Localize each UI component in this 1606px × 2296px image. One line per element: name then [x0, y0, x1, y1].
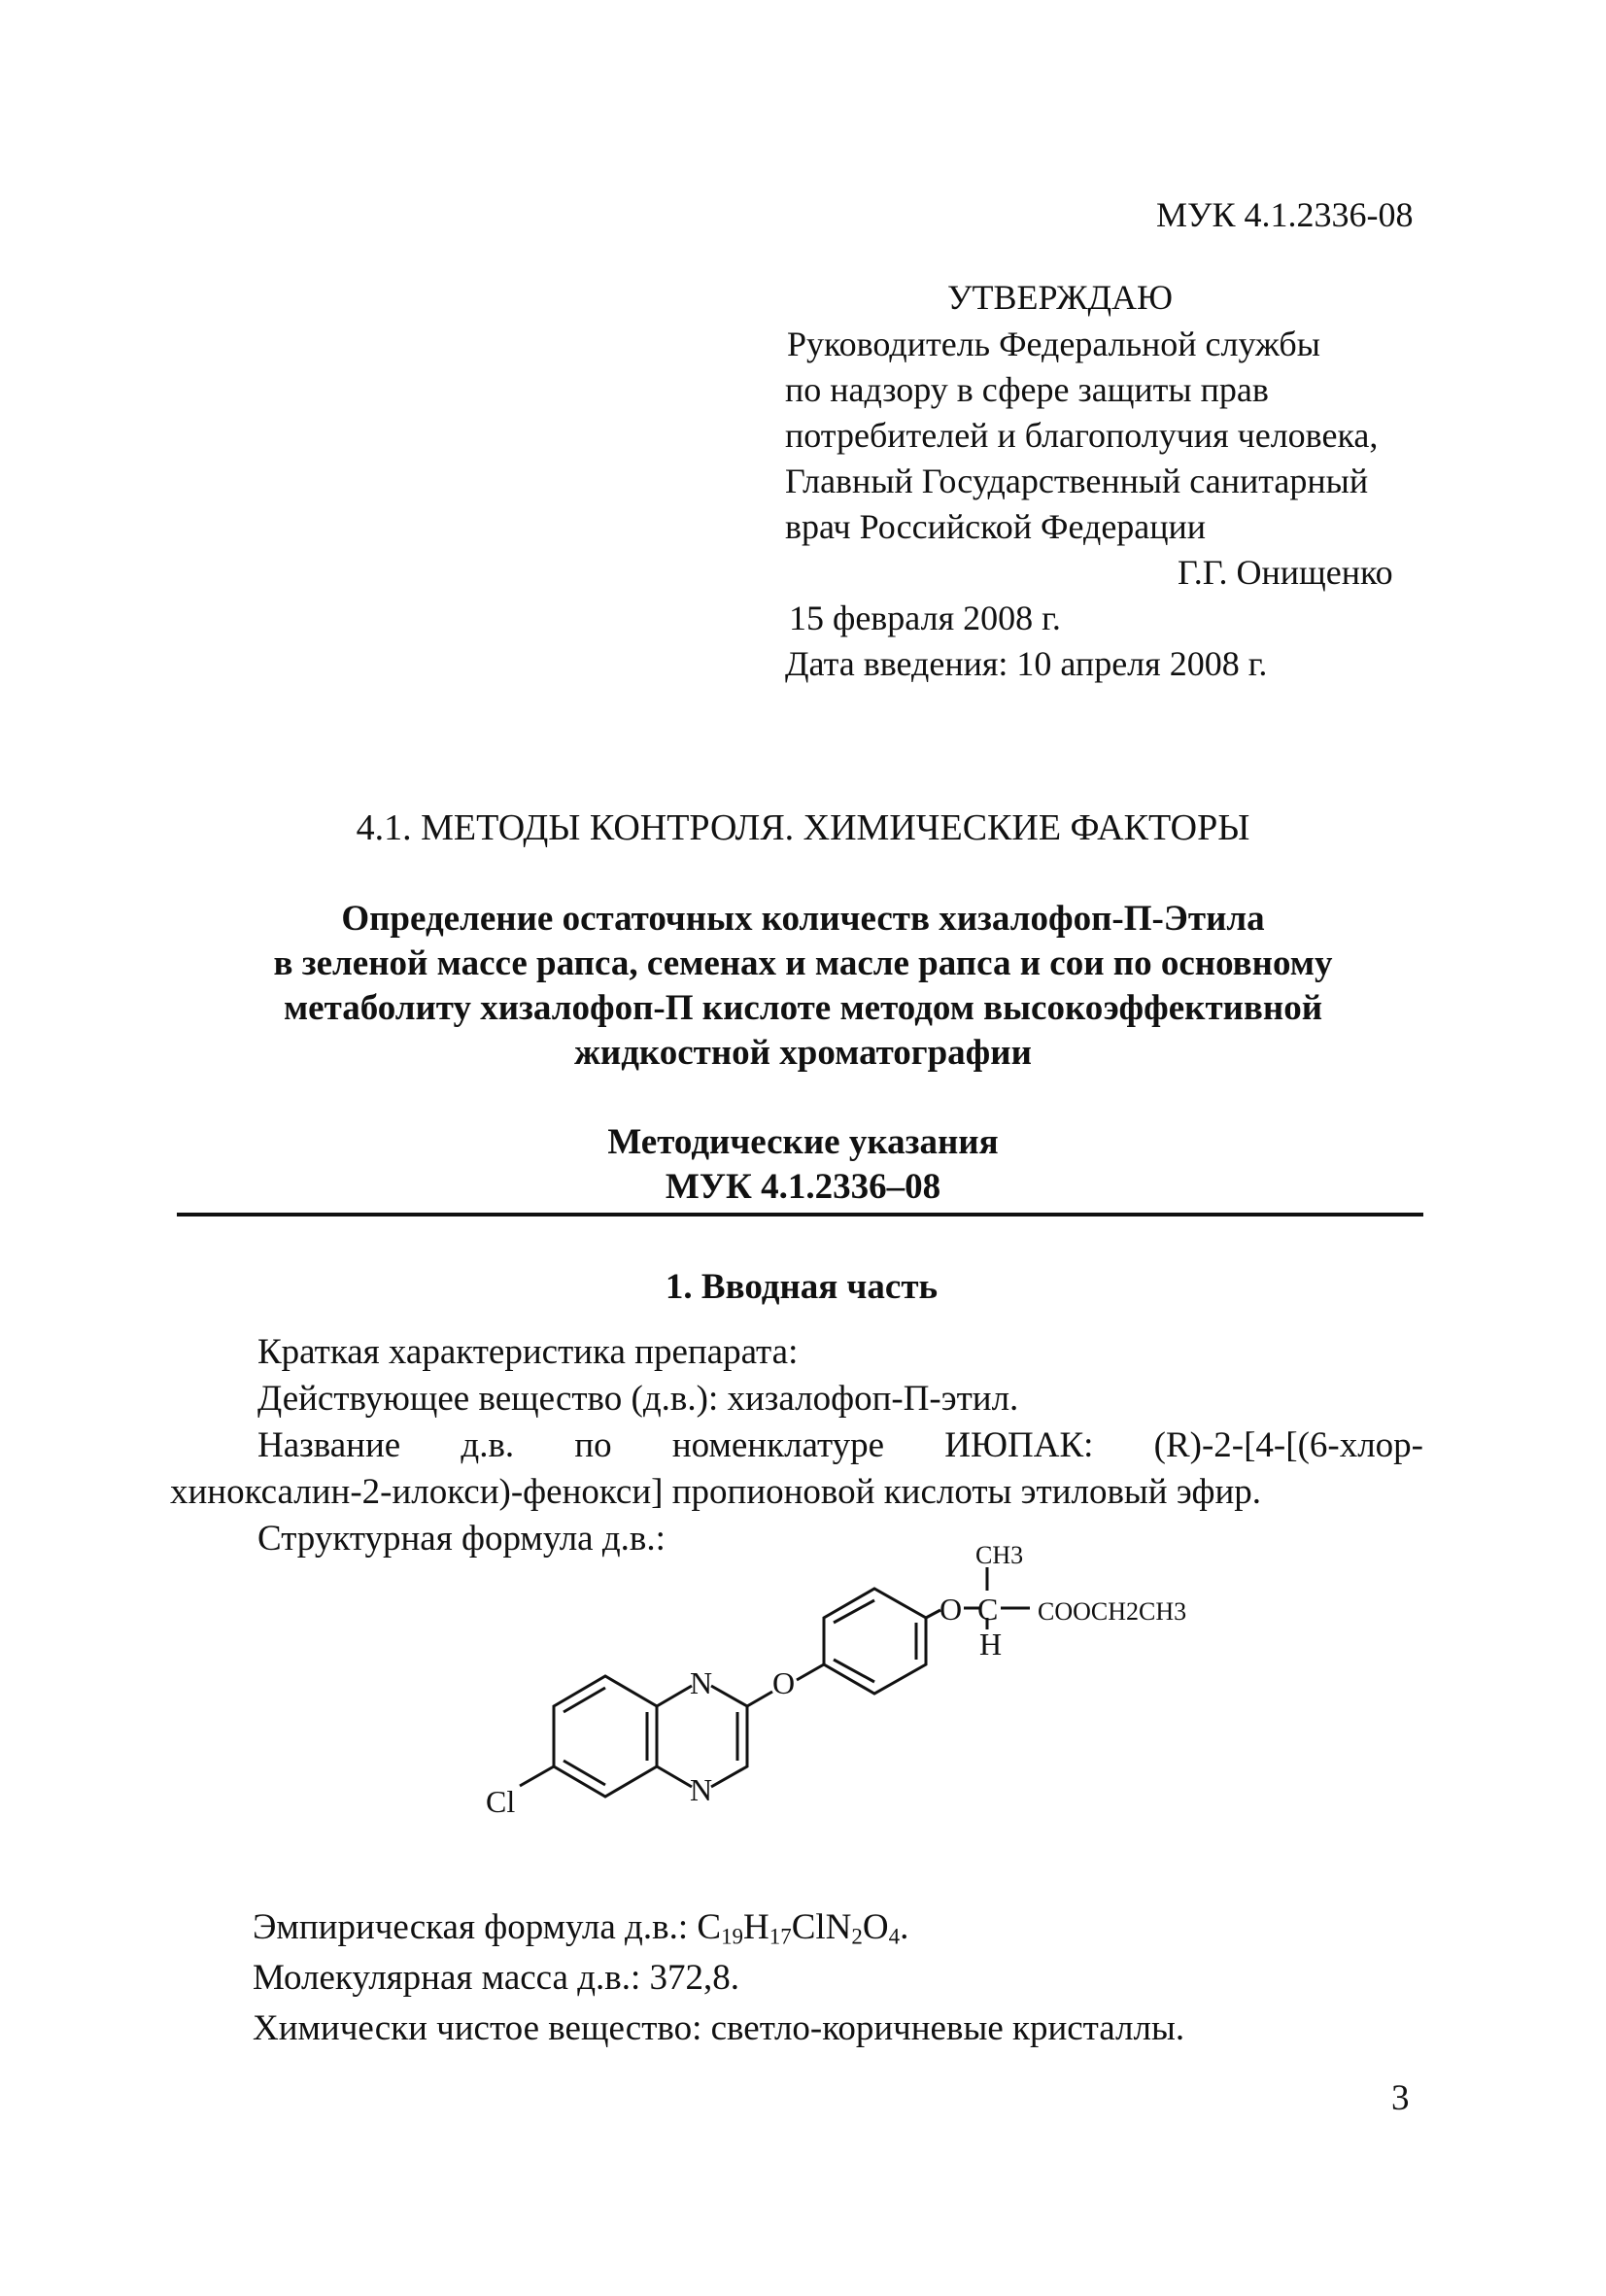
pyrazine-ring [711, 1686, 747, 1787]
doc-code: МУК 4.1.2336-08 [1156, 195, 1414, 234]
title-divider [177, 1213, 1423, 1217]
pure-substance: Химически чистое вещество: светло-коричневые кристаллы. [253, 2008, 1185, 2048]
benzene-ring [554, 1676, 657, 1797]
guidelines-label: Методические указания [607, 1122, 999, 1162]
formula-n-count: 2 [851, 1924, 863, 1949]
phenyl-ring [824, 1589, 926, 1694]
molecular-mass: Молекулярная масса д.в.: 372,8. [253, 1958, 740, 1998]
empirical-label: Эмпирическая формула д.в.: [253, 1907, 698, 1947]
formula-end: . [900, 1907, 909, 1947]
approval-heading: УТВЕРЖДАЮ [947, 278, 1174, 317]
formula-c: C [697, 1907, 722, 1947]
formula-n: N [825, 1907, 852, 1947]
brief-label: Краткая характеристика препарата: [257, 1332, 799, 1372]
effective-date: Дата введения: 10 апреля 2008 г. [785, 644, 1268, 683]
section-title: 4.1. МЕТОДЫ КОНТРОЛЯ. ХИМИЧЕСКИЕ ФАКТОРЫ [356, 807, 1250, 848]
atom-cl: Cl [486, 1784, 516, 1819]
pyrazine-bond [657, 1686, 692, 1706]
doc-title-line: жидкостной хроматографии [574, 1033, 1032, 1073]
atom-n2: N [690, 1772, 713, 1807]
formula-o-count: 4 [888, 1924, 901, 1949]
approval-date: 15 февраля 2008 г. [789, 599, 1061, 637]
iupac-line-1: Название д.в. по номенклатуре ИЮПАК: (R)-2-[4-[(6-хлор- [257, 1425, 1423, 1465]
formula-o: O [862, 1907, 889, 1947]
atom-chiral-c: C [977, 1592, 999, 1627]
structural-label: Структурная формула д.в.: [257, 1519, 666, 1559]
atom-o1: O [772, 1665, 796, 1700]
doc-title-line: в зеленой массе рапса, семенах и масле рапса и сои по основному [273, 943, 1333, 983]
doc-title-line: Определение остаточных количеств хизалофоп-П-Этила [341, 899, 1265, 939]
intro-heading: 1. Вводная часть [665, 1267, 939, 1307]
signatory: Г.Г. Онищенко [1178, 553, 1393, 592]
atom-h: H [979, 1627, 1003, 1662]
approval-line: Главный Государственный санитарный [785, 462, 1369, 500]
approval-line: по надзору в сфере защиты прав [785, 370, 1269, 409]
atom-o2: O [940, 1592, 963, 1627]
atom-n1: N [690, 1665, 713, 1700]
structural-formula [466, 1541, 1205, 1870]
formula-c-count: 19 [721, 1924, 744, 1949]
doc-title-line: метаболиту хизалофоп-П кислоте методом высокоэффективной [283, 988, 1323, 1028]
page-number: 3 [1391, 2078, 1410, 2118]
ester-group: COOCH2CH3 [1038, 1597, 1187, 1626]
active-substance: Действующее вещество (д.в.): хизалофоп-П-этил. [257, 1379, 1019, 1419]
formula-h: H [743, 1907, 769, 1947]
methyl-group: CH3 [975, 1541, 1024, 1569]
guidelines-code: МУК 4.1.2336–08 [665, 1167, 941, 1207]
approval-line: потребителей и благополучия человека, [785, 416, 1379, 455]
approval-line: врач Российской Федерации [785, 507, 1207, 546]
iupac-line-2: хиноксалин-2-илокси)-фенокси] пропионовой кислоты этиловый эфир. [170, 1472, 1262, 1512]
formula-cl: Cl [791, 1907, 826, 1947]
formula-h-count: 17 [769, 1924, 792, 1949]
approval-line: Руководитель Федеральной службы [787, 325, 1320, 363]
empirical-formula-line [253, 1906, 908, 1948]
